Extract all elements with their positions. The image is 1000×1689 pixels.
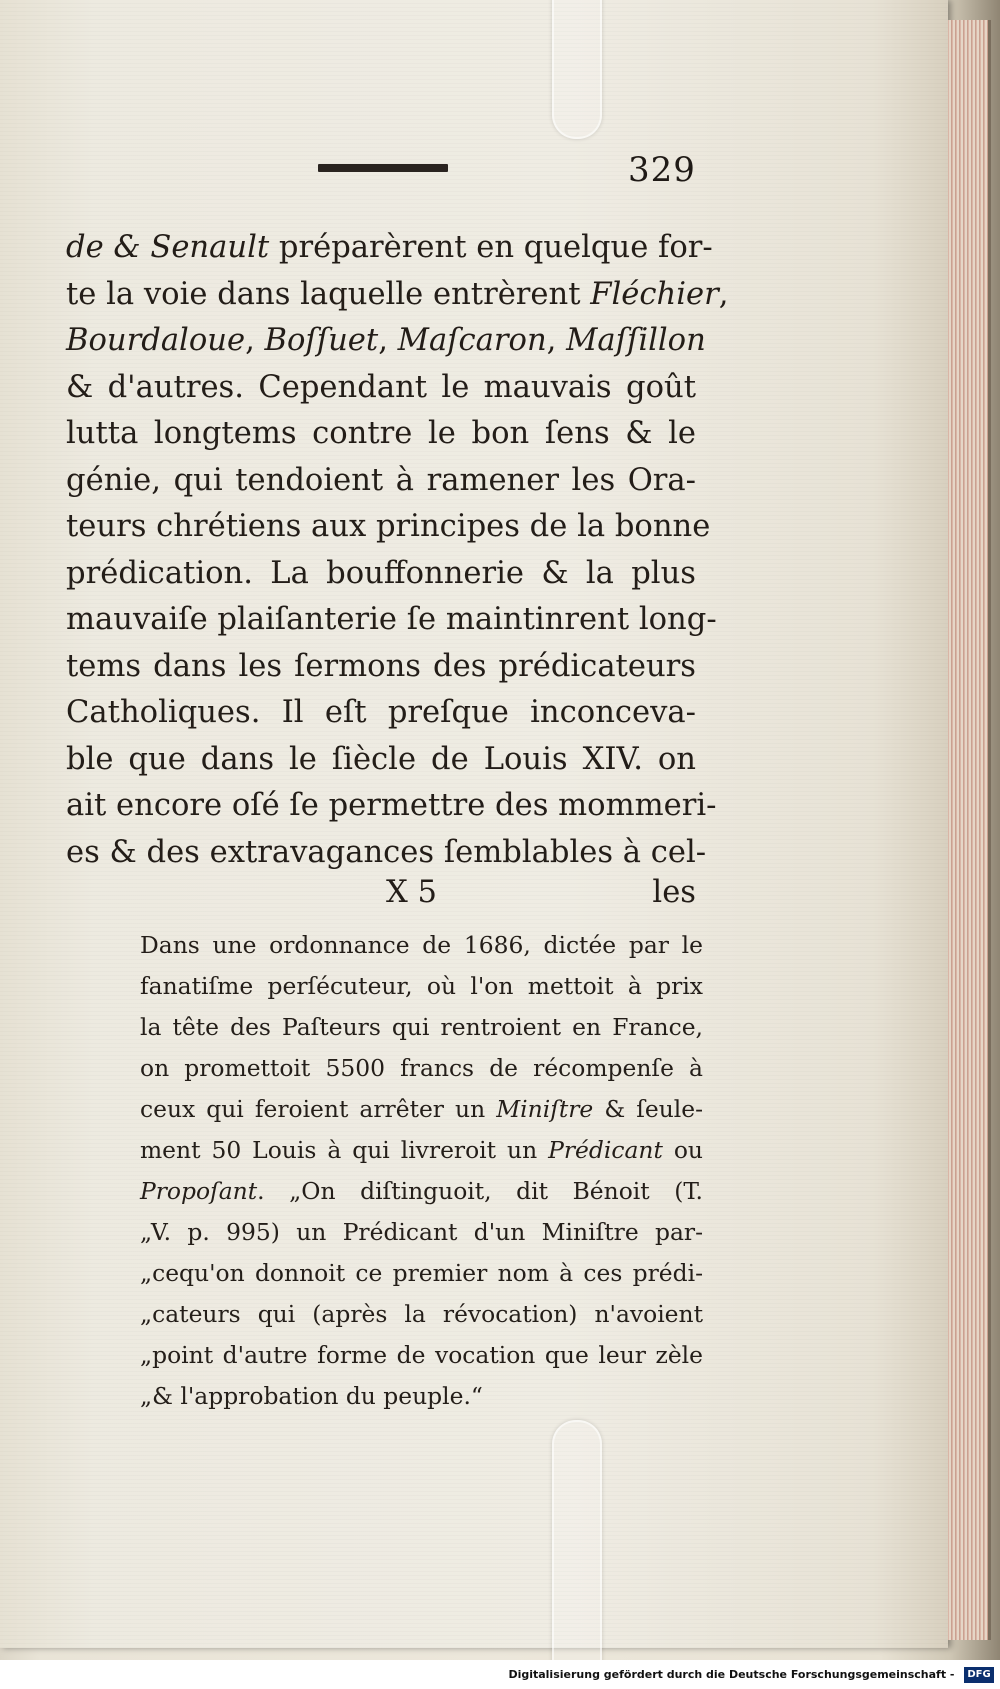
body-text-line: te la voie dans laquelle entrèrent Fléchier, [66,276,729,312]
body-text-line: lutta longtems contre le bon ſens & le [66,416,696,451]
body-text-line: ble que dans le ſiècle de Louis XIV. on [66,741,696,777]
footer-credit: Digitalisierung gefördert durch die Deutsche Forschungsgemeinschaft - [508,1668,955,1681]
body-text-line: es & des extravagances ſemblables à cel- [66,834,707,870]
body-text-line: mauvaiſe plaiſanterie ſe maintinrent long- [66,602,717,637]
main-text-block [66,225,729,876]
body-text-line: & d'autres. Cependant le mauvais goût [66,369,696,405]
body-text-line: teurs chrétiens aux principes de la bonne [66,509,711,544]
body-text-line: Bourdaloue, Boſſuet, Maſcaron, Maſſillon [66,323,706,358]
body-text-line: tems dans les ſermons des prédicateurs [66,648,696,684]
footnote-line: fanatiſme perſécuteur, où l'on mettoit à prix [140,972,703,1000]
page-edges [948,20,991,1640]
page-clip-bottom [552,1420,602,1684]
page-number: 329 [628,150,696,190]
body-text-line: Catholiques. Il eſt preſque inconceva- [66,695,696,730]
footnote-line: ment 50 Louis à qui livreroit un Prédicant ou [140,1136,703,1164]
footnote-line: „point d'autre forme de vocation que leur zèle [140,1341,703,1369]
catchword: les [652,875,696,910]
footnote-line: „cequ'on donnoit ce premier nom à ces prédi- [140,1259,703,1287]
dfg-logo: DFG [964,1667,994,1683]
footnote-line: „V. p. 995) un Prédicant d'un Miniſtre par- [140,1218,703,1246]
footnote-line: Dans une ordonnance de 1686, dictée par le [140,931,703,959]
body-text-line: de & Senault préparèrent en quelque for- [66,230,713,265]
header-rule [318,164,448,172]
footnote-line: on promettoit 5500 francs de récompenſe à [140,1054,703,1082]
signature-mark: X 5 [386,875,437,910]
footnote-line: „& l'approbation du peuple.“ [140,1382,483,1410]
page-clip-top [552,0,602,139]
body-text-line: génie, qui tendoient à ramener les Ora- [66,462,696,498]
digitization-footer [0,1660,1000,1689]
body-text-line: ait encore oſé ſe permettre des mommeri- [66,788,717,823]
catchline [66,870,696,916]
footnote-line: ceux qui feroient arrêter un Miniſtre & ſeule- [140,1095,703,1123]
footnote-line: Propoſant. „On diſtinguoit, dit Bénoit (T. [140,1177,703,1205]
body-text-line: prédication. La bouffonnerie & la plus [66,555,696,591]
footnote-block [140,925,703,1417]
footnote-line: „cateurs qui (après la révocation) n'avoient [140,1300,703,1328]
footnote-line: la tête des Paſteurs qui rentroient en France, [140,1013,703,1041]
